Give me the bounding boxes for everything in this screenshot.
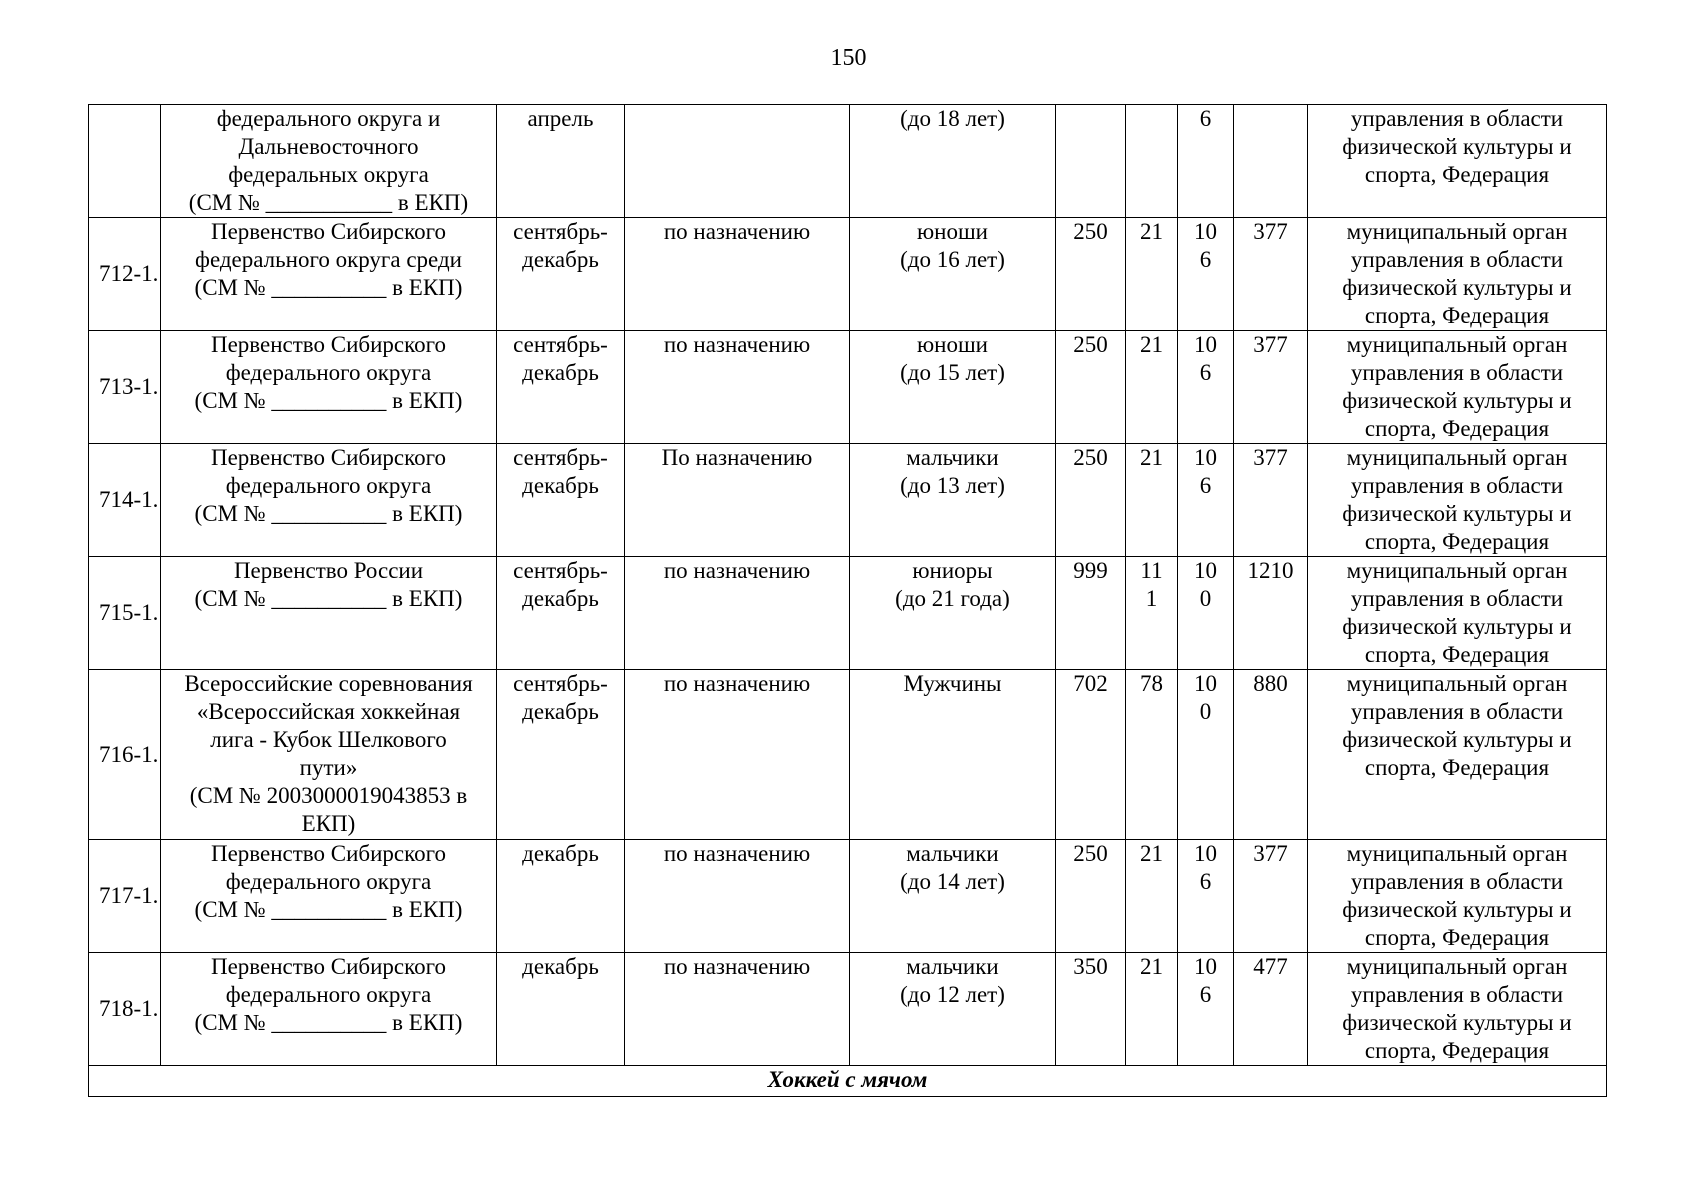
cell-line: 11 bbox=[1140, 558, 1163, 583]
cell-line: (до 12 лет) bbox=[900, 982, 1005, 1007]
category-cell bbox=[850, 331, 1056, 444]
category-cell bbox=[850, 670, 1056, 840]
total-cell: 1210 bbox=[1234, 557, 1308, 670]
place-cell: по назначению bbox=[625, 670, 850, 840]
cell-line: 10 bbox=[1194, 445, 1217, 470]
cell-line: «Всероссийская хоккейная bbox=[196, 699, 461, 724]
cell-line: юниоры bbox=[912, 558, 993, 583]
cell-line: (СМ № __________ в ЕКП) bbox=[194, 1010, 463, 1035]
dates-cell bbox=[497, 444, 625, 557]
cell-line: декабрь bbox=[522, 954, 599, 979]
organizer-cell bbox=[1308, 444, 1607, 557]
cell-line: 6 bbox=[1199, 982, 1212, 1007]
cell-line: 1 bbox=[1145, 586, 1158, 611]
event-name-cell bbox=[161, 218, 497, 331]
officials-cell bbox=[1126, 105, 1178, 218]
cell-line: (СМ № __________ в ЕКП) bbox=[194, 501, 463, 526]
place-cell: по назначению bbox=[625, 840, 850, 953]
cell-line: 6 bbox=[1199, 247, 1212, 272]
cell-line: юноши bbox=[916, 219, 988, 244]
cell-line: сентябрь- bbox=[513, 445, 608, 470]
table-row bbox=[89, 953, 1607, 1066]
place-cell: По назначению bbox=[625, 444, 850, 557]
count-cell bbox=[1178, 444, 1234, 557]
dates-cell bbox=[497, 953, 625, 1066]
cell-line: физической культуры и bbox=[1342, 275, 1572, 300]
row-number-cell bbox=[89, 105, 161, 218]
cell-line: управления в области bbox=[1350, 869, 1564, 894]
cell-line: управления в области bbox=[1350, 473, 1564, 498]
table-row bbox=[89, 670, 1607, 840]
officials-cell: 78 bbox=[1126, 670, 1178, 840]
cell-line: 10 bbox=[1194, 841, 1217, 866]
cell-line: мальчики bbox=[906, 445, 999, 470]
cell-line: декабрь bbox=[522, 247, 599, 272]
participants-cell: 350 bbox=[1056, 953, 1126, 1066]
participants-cell: 250 bbox=[1056, 218, 1126, 331]
officials-cell: 21 bbox=[1126, 218, 1178, 331]
officials-cell: 21 bbox=[1126, 840, 1178, 953]
officials-cell: 21 bbox=[1126, 331, 1178, 444]
cell-line: федерального округа и bbox=[216, 106, 441, 131]
cell-line: муниципальный орган bbox=[1346, 954, 1568, 979]
table-row bbox=[89, 331, 1607, 444]
cell-line: управления в области bbox=[1350, 982, 1564, 1007]
category-cell bbox=[850, 444, 1056, 557]
table-row bbox=[89, 840, 1607, 953]
cell-line: декабрь bbox=[522, 360, 599, 385]
row-number-cell: 716-1. bbox=[89, 670, 161, 840]
total-cell: 377 bbox=[1234, 840, 1308, 953]
section-row bbox=[89, 1066, 1607, 1097]
cell-line: спорта, Федерация bbox=[1364, 642, 1550, 667]
participants-cell bbox=[1056, 105, 1126, 218]
event-name-cell bbox=[161, 670, 497, 840]
total-cell: 477 bbox=[1234, 953, 1308, 1066]
category-cell bbox=[850, 218, 1056, 331]
cell-line: физической культуры и bbox=[1342, 614, 1572, 639]
cell-line: (до 13 лет) bbox=[900, 473, 1005, 498]
cell-line: сентябрь- bbox=[513, 219, 608, 244]
event-name-cell bbox=[161, 840, 497, 953]
cell-line: федерального округа bbox=[225, 982, 432, 1007]
cell-line: (до 21 года) bbox=[895, 586, 1010, 611]
organizer-cell bbox=[1308, 557, 1607, 670]
cell-line: 6 bbox=[1199, 869, 1212, 894]
count-cell bbox=[1178, 670, 1234, 840]
cell-line: муниципальный орган bbox=[1346, 332, 1568, 357]
cell-line: спорта, Федерация bbox=[1364, 755, 1550, 780]
cell-line: Мужчины bbox=[903, 671, 1002, 696]
place-cell: по назначению bbox=[625, 557, 850, 670]
table-body bbox=[89, 105, 1607, 1097]
cell-line: декабрь bbox=[522, 473, 599, 498]
place-cell: по назначению bbox=[625, 218, 850, 331]
cell-line: управления в области bbox=[1350, 586, 1564, 611]
table-row bbox=[89, 105, 1607, 218]
table-row bbox=[89, 218, 1607, 331]
organizer-cell bbox=[1308, 670, 1607, 840]
cell-line: 10 bbox=[1194, 332, 1217, 357]
cell-line: Дальневосточного bbox=[238, 134, 419, 159]
organizer-cell bbox=[1308, 953, 1607, 1066]
cell-line: спорта, Федерация bbox=[1364, 925, 1550, 950]
cell-line: муниципальный орган bbox=[1346, 445, 1568, 470]
cell-line: 6 bbox=[1199, 473, 1212, 498]
participants-cell: 702 bbox=[1056, 670, 1126, 840]
cell-line: сентябрь- bbox=[513, 332, 608, 357]
event-name-cell bbox=[161, 331, 497, 444]
officials-cell: 21 bbox=[1126, 953, 1178, 1066]
cell-line: (до 16 лет) bbox=[900, 247, 1005, 272]
cell-line: Первенство Сибирского bbox=[210, 445, 446, 470]
cell-line: федерального округа bbox=[225, 473, 432, 498]
dates-cell bbox=[497, 670, 625, 840]
table-row bbox=[89, 557, 1607, 670]
organizer-cell bbox=[1308, 840, 1607, 953]
cell-line: муниципальный орган bbox=[1346, 841, 1568, 866]
cell-line: спорта, Федерация bbox=[1364, 416, 1550, 441]
cell-line: спорта, Федерация bbox=[1364, 303, 1550, 328]
participants-cell: 999 bbox=[1056, 557, 1126, 670]
cell-line: (до 18 лет) bbox=[900, 106, 1005, 131]
cell-line: декабрь bbox=[522, 841, 599, 866]
count-cell bbox=[1178, 557, 1234, 670]
cell-line: физической культуры и bbox=[1342, 388, 1572, 413]
cell-line: спорта, Федерация bbox=[1364, 162, 1550, 187]
events-table bbox=[88, 104, 1607, 1097]
cell-line: лига - Кубок Шелкового bbox=[210, 727, 447, 752]
cell-line: Первенство Сибирского bbox=[210, 954, 446, 979]
row-number-cell: 718-1. bbox=[89, 953, 161, 1066]
cell-line: (до 14 лет) bbox=[900, 869, 1005, 894]
event-name-cell bbox=[161, 444, 497, 557]
dates-cell bbox=[497, 105, 625, 218]
cell-line: физической культуры и bbox=[1342, 897, 1572, 922]
participants-cell: 250 bbox=[1056, 840, 1126, 953]
cell-line: 10 bbox=[1194, 558, 1217, 583]
cell-line: муниципальный орган bbox=[1346, 219, 1568, 244]
cell-line: 10 bbox=[1194, 954, 1217, 979]
page-number: 150 bbox=[830, 45, 867, 71]
cell-line: юноши bbox=[916, 332, 988, 357]
cell-line: апрель bbox=[527, 106, 594, 131]
cell-line: федерального округа среди bbox=[195, 247, 462, 272]
cell-line: управления в области bbox=[1350, 106, 1564, 131]
cell-line: муниципальный орган bbox=[1346, 671, 1568, 696]
cell-line: 0 bbox=[1199, 699, 1212, 724]
officials-cell bbox=[1126, 557, 1178, 670]
organizer-cell bbox=[1308, 105, 1607, 218]
cell-line: Первенство Сибирского bbox=[210, 219, 446, 244]
cell-line: 10 bbox=[1194, 671, 1217, 696]
cell-line: (СМ № __________ в ЕКП) bbox=[194, 897, 463, 922]
dates-cell bbox=[497, 840, 625, 953]
officials-cell: 21 bbox=[1126, 444, 1178, 557]
cell-line: 10 bbox=[1194, 219, 1217, 244]
cell-line: мальчики bbox=[906, 954, 999, 979]
total-cell: 880 bbox=[1234, 670, 1308, 840]
total-cell: 377 bbox=[1234, 331, 1308, 444]
cell-line: сентябрь- bbox=[513, 558, 608, 583]
cell-line: спорта, Федерация bbox=[1364, 1038, 1550, 1063]
cell-line: управления в области bbox=[1350, 360, 1564, 385]
organizer-cell bbox=[1308, 218, 1607, 331]
place-cell: по назначению bbox=[625, 953, 850, 1066]
total-cell: 377 bbox=[1234, 218, 1308, 331]
cell-line: физической культуры и bbox=[1342, 501, 1572, 526]
count-cell bbox=[1178, 840, 1234, 953]
count-cell bbox=[1178, 331, 1234, 444]
cell-line: (СМ № __________ в ЕКП) bbox=[194, 586, 463, 611]
cell-line: федеральных округа bbox=[228, 162, 429, 187]
cell-line: управления в области bbox=[1350, 699, 1564, 724]
count-cell bbox=[1178, 953, 1234, 1066]
section-title: Хоккей с мячом bbox=[89, 1066, 1607, 1097]
cell-line: Всероссийские соревнования bbox=[184, 671, 473, 696]
dates-cell bbox=[497, 218, 625, 331]
organizer-cell bbox=[1308, 331, 1607, 444]
total-cell bbox=[1234, 105, 1308, 218]
cell-line: декабрь bbox=[522, 586, 599, 611]
category-cell bbox=[850, 840, 1056, 953]
count-cell bbox=[1178, 105, 1234, 218]
row-number-cell: 715-1. bbox=[89, 557, 161, 670]
category-cell bbox=[850, 105, 1056, 218]
category-cell bbox=[850, 557, 1056, 670]
participants-cell: 250 bbox=[1056, 444, 1126, 557]
count-cell bbox=[1178, 218, 1234, 331]
cell-line: муниципальный орган bbox=[1346, 558, 1568, 583]
cell-line: физической культуры и bbox=[1342, 1010, 1572, 1035]
cell-line: (до 15 лет) bbox=[900, 360, 1005, 385]
cell-line: ЕКП) bbox=[301, 811, 356, 836]
cell-line: управления в области bbox=[1350, 247, 1564, 272]
cell-line: 6 bbox=[1199, 360, 1212, 385]
row-number-cell: 712-1. bbox=[89, 218, 161, 331]
total-cell: 377 bbox=[1234, 444, 1308, 557]
cell-line: физической культуры и bbox=[1342, 134, 1572, 159]
cell-line: сентябрь- bbox=[513, 671, 608, 696]
cell-line: физической культуры и bbox=[1342, 727, 1572, 752]
place-cell bbox=[625, 105, 850, 218]
participants-cell: 250 bbox=[1056, 331, 1126, 444]
dates-cell bbox=[497, 331, 625, 444]
table-row bbox=[89, 444, 1607, 557]
cell-line: (СМ № __________ в ЕКП) bbox=[194, 388, 463, 413]
cell-line: декабрь bbox=[522, 699, 599, 724]
cell-line: Первенство Сибирского bbox=[210, 332, 446, 357]
row-number-cell: 714-1. bbox=[89, 444, 161, 557]
cell-line: (СМ № __________ в ЕКП) bbox=[194, 275, 463, 300]
cell-line: 0 bbox=[1199, 586, 1212, 611]
row-number-cell: 713-1. bbox=[89, 331, 161, 444]
cell-line: пути» bbox=[299, 755, 358, 780]
cell-line: (СМ № 2003000019043853 в bbox=[189, 783, 468, 808]
cell-line: спорта, Федерация bbox=[1364, 529, 1550, 554]
cell-line: (СМ № ___________ в ЕКП) bbox=[188, 190, 469, 215]
dates-cell bbox=[497, 557, 625, 670]
place-cell: по назначению bbox=[625, 331, 850, 444]
cell-line: Первенство Сибирского bbox=[210, 841, 446, 866]
cell-line: Первенство России bbox=[233, 558, 424, 583]
event-name-cell bbox=[161, 105, 497, 218]
category-cell bbox=[850, 953, 1056, 1066]
cell-line: федерального округа bbox=[225, 869, 432, 894]
event-name-cell bbox=[161, 557, 497, 670]
row-number-cell: 717-1. bbox=[89, 840, 161, 953]
cell-line: мальчики bbox=[906, 841, 999, 866]
cell-line: федерального округа bbox=[225, 360, 432, 385]
cell-line: 6 bbox=[1199, 106, 1212, 131]
event-name-cell bbox=[161, 953, 497, 1066]
